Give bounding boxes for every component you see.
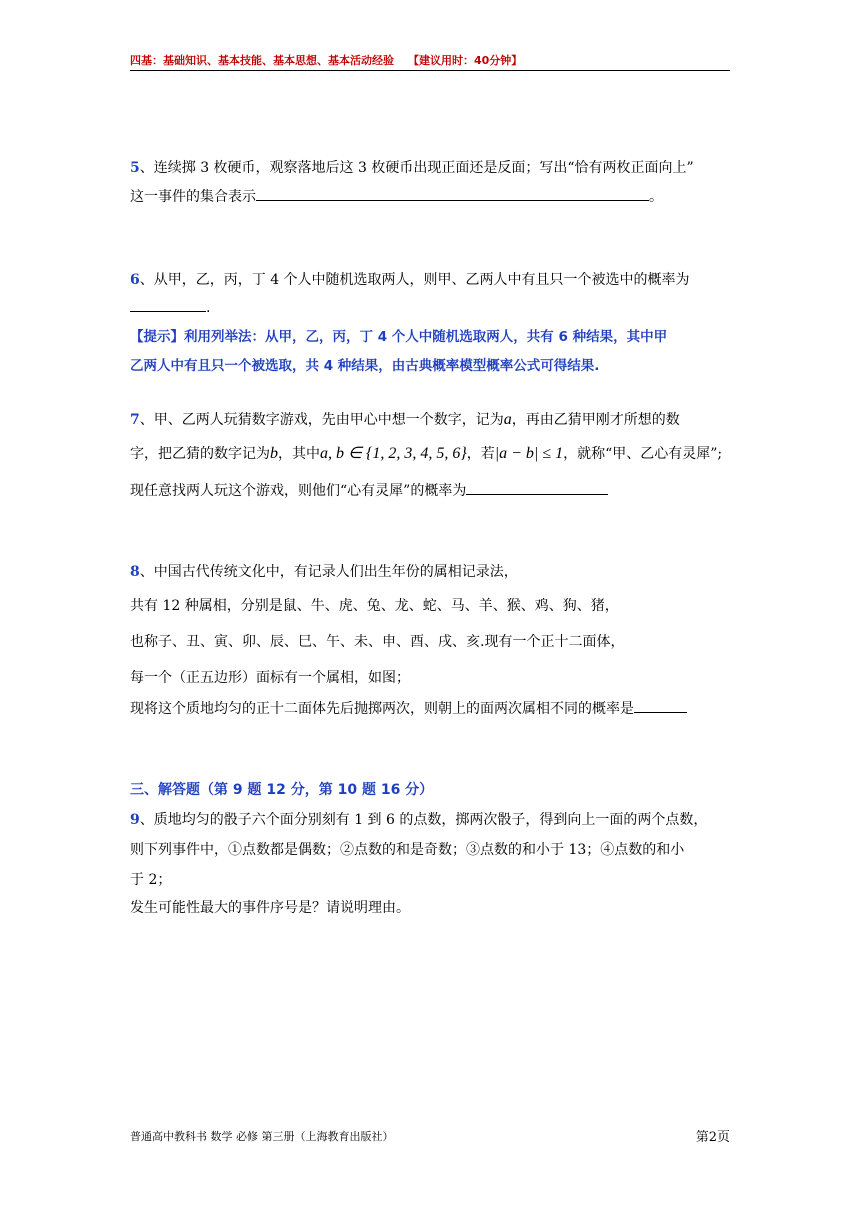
hint-line-2: 乙两人中有且只一个被选取，共 4 种结果，由古典概率模型概率公式可得结果. bbox=[130, 358, 600, 374]
page-header bbox=[130, 52, 730, 68]
q8-line-1 bbox=[130, 562, 518, 582]
q7-answer-blank[interactable] bbox=[466, 480, 608, 495]
section-3-title: 三、解答题（第 9 题 12 分，第 10 题 16 分） bbox=[130, 782, 434, 798]
q7-var-a: a bbox=[503, 411, 512, 428]
q8-text-5: 现将这个质地均匀的正十二面体先后抛掷两次，则朝上的面两次属相不同的概率是 bbox=[130, 701, 634, 717]
q7-set-expression: a, b ∈ {1, 2, 3, 4, 5, 6} bbox=[320, 445, 467, 462]
q6-text-1: 、从甲，乙，丙，丁 4 个人中随机选取两人，则甲、乙两人中有且只一个被选中的概率为 bbox=[139, 272, 690, 288]
q7-text-1a: 、甲、乙两人玩猜数字游戏，先由甲心中想一个数字，记为 bbox=[139, 412, 504, 428]
q8-line-3: 也称子、丑、寅、卯、辰、巳、午、未、申、酉、戌、亥.现有一个正十二面体， bbox=[130, 634, 625, 650]
page-footer bbox=[130, 1128, 730, 1144]
q8-line-2: 共有 12 种属相，分别是鼠、牛、虎、兔、龙、蛇、马、羊、猴、鸡、狗、猪， bbox=[130, 598, 619, 614]
q9-line-1 bbox=[130, 810, 707, 830]
header-topics: ：基础知识、基本技能、基本思想、基本活动经验 bbox=[152, 54, 394, 67]
q5-text-1: 、连续掷 3 枚硬币，观察落地后这 3 枚硬币出现正面还是反面；写出“恰有两枚正面向上” bbox=[139, 160, 694, 176]
q5-end-mark: 。 bbox=[649, 189, 663, 205]
footer-book-title: 普通高中教科书 数学 必修 第三册（上海教育出版社） bbox=[130, 1130, 394, 1143]
header-prefix: 四基 bbox=[130, 54, 152, 67]
q5-line-2 bbox=[130, 186, 663, 207]
q6-line-2 bbox=[130, 297, 210, 318]
q8-line-5 bbox=[130, 698, 687, 719]
q7-line-1 bbox=[130, 410, 680, 430]
q9-line-2: 则下列事件中，①点数都是偶数；②点数的和是奇数；③点数的和小于 13；④点数的和小 bbox=[130, 842, 685, 858]
q6-number: 6 bbox=[130, 272, 140, 288]
footer-page-number: 第2页 bbox=[695, 1130, 730, 1145]
q7-text-2a: 字，把乙猜的数字记为 bbox=[130, 446, 270, 462]
q7-text-2b: ，其中 bbox=[278, 446, 320, 462]
q7-number: 7 bbox=[130, 412, 140, 428]
header-rule bbox=[130, 70, 730, 71]
q7-var-b: b bbox=[270, 445, 278, 462]
q7-text-3: 现任意找两人玩这个游戏，则他们“心有灵犀”的概率为 bbox=[130, 483, 467, 499]
q6-answer-blank[interactable] bbox=[130, 297, 206, 312]
q7-line-3 bbox=[130, 480, 608, 501]
header-time-hint: 【建议用时：40分钟】 bbox=[408, 54, 523, 67]
q7-line-2 bbox=[130, 444, 722, 464]
q6-end-mark: . bbox=[206, 300, 211, 316]
q9-number: 9 bbox=[130, 812, 140, 828]
q9-line-3: 于 2； bbox=[130, 872, 172, 888]
q6-line-1 bbox=[130, 270, 690, 290]
q7-text-2c: ，若 bbox=[466, 446, 495, 462]
q7-text-1b: ，再由乙猜甲刚才所想的数 bbox=[511, 412, 680, 428]
q9-line-4: 发生可能性最大的事件序号是？请说明理由。 bbox=[130, 900, 410, 916]
q5-line-1 bbox=[130, 158, 694, 178]
q8-number: 8 bbox=[130, 564, 140, 580]
q5-number: 5 bbox=[130, 160, 140, 176]
hint-line-1: 【提示】利用列举法：从甲，乙，丙，丁 4 个人中随机选取两人，共有 6 种结果，其中甲 bbox=[130, 329, 668, 345]
q8-line-4: 每一个（正五边形）面标有一个属相，如图； bbox=[130, 670, 410, 686]
q8-text-1: 、中国古代传统文化中，有记录人们出生年份的属相记录法， bbox=[139, 564, 518, 580]
q7-abs-expression: |a − b| ≤ 1 bbox=[494, 445, 564, 462]
q7-text-2d: ，就称“甲、乙心有灵犀”; bbox=[563, 446, 723, 462]
q5-text-2: 这一事件的集合表示 bbox=[130, 189, 256, 205]
q9-text-1: 、质地均匀的骰子六个面分别刻有 1 到 6 的点数，掷两次骰子，得到向上一面的两个点数， bbox=[139, 812, 708, 828]
q5-answer-blank[interactable] bbox=[256, 186, 649, 201]
q8-answer-blank[interactable] bbox=[634, 698, 687, 713]
